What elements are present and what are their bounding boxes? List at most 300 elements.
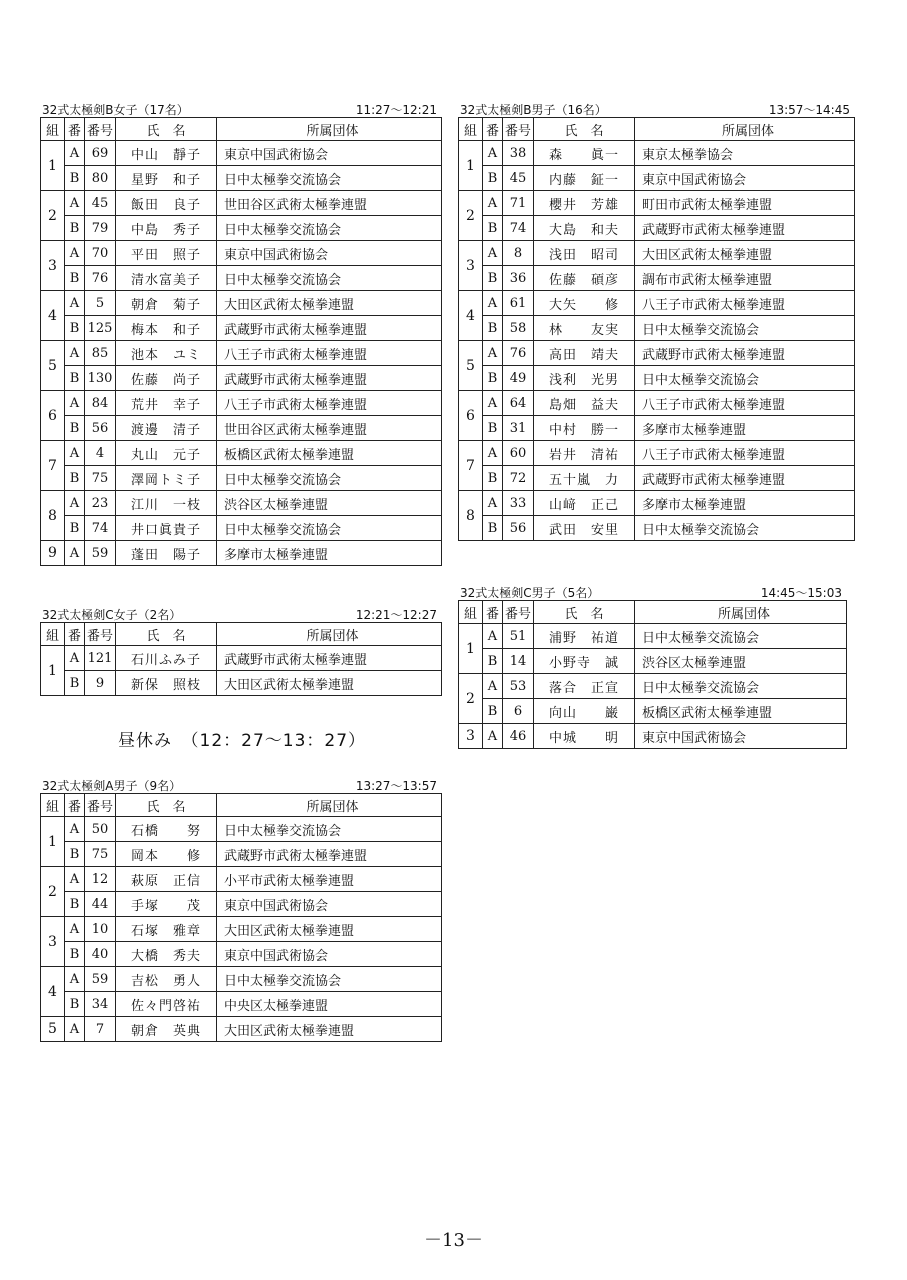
competitor-name: 小野寺 誠 <box>534 649 635 674</box>
table-row <box>41 316 442 341</box>
competitor-slot: B <box>483 216 503 241</box>
affiliation: 日中太極拳交流協会 <box>635 674 847 699</box>
table-row <box>41 241 442 266</box>
affiliation: 武蔵野市武術太極拳連盟 <box>217 842 442 867</box>
competitor-slot: A <box>65 441 85 466</box>
competitor-name: 萩原 正信 <box>116 867 217 892</box>
table-row <box>41 491 442 516</box>
table-row <box>41 166 442 191</box>
col-ban-header: 番 <box>483 601 503 624</box>
competitor-slot: A <box>483 291 503 316</box>
competitor-name: 石川ふみ子 <box>116 646 217 671</box>
competitor-slot: A <box>483 491 503 516</box>
bib-number: 10 <box>85 917 116 942</box>
competitor-slot: A <box>483 341 503 366</box>
col-name-header: 氏 名 <box>116 118 217 141</box>
competitor-slot: A <box>65 191 85 216</box>
col-number-header: 番号 <box>85 794 116 817</box>
table-row <box>41 141 442 166</box>
competitor-slot: A <box>483 141 503 166</box>
affiliation: 日中太極拳交流協会 <box>217 216 442 241</box>
bib-number: 76 <box>503 341 534 366</box>
competitor-slot: A <box>65 646 85 671</box>
table-row <box>41 541 442 566</box>
competitor-slot: B <box>483 266 503 291</box>
column-header-row <box>459 601 847 624</box>
bib-number: 53 <box>503 674 534 699</box>
table-row <box>459 366 855 391</box>
competitor-name: 朝倉 英典 <box>116 1017 217 1042</box>
competitor-slot: A <box>65 391 85 416</box>
competitor-name: 清水富美子 <box>116 266 217 291</box>
bib-number: 76 <box>85 266 116 291</box>
table-row <box>41 516 442 541</box>
table-row <box>41 366 442 391</box>
affiliation: 武蔵野市武術太極拳連盟 <box>217 366 442 391</box>
table-block-b-women <box>40 99 441 566</box>
competitor-slot: A <box>65 141 85 166</box>
column-header-row <box>41 118 442 141</box>
bib-number: 51 <box>503 624 534 649</box>
bib-number: 34 <box>85 992 116 1017</box>
col-org-header: 所属団体 <box>635 118 855 141</box>
table-time: 11:27〜12:21 <box>355 103 437 117</box>
bib-number: 7 <box>85 1017 116 1042</box>
bib-number: 12 <box>85 867 116 892</box>
table-time: 13:27〜13:57 <box>355 779 437 793</box>
competitor-slot: B <box>483 316 503 341</box>
col-name-header: 氏 名 <box>534 118 635 141</box>
bib-number: 75 <box>85 466 116 491</box>
bib-number: 36 <box>503 266 534 291</box>
table-time: 13:57〜14:45 <box>768 103 850 117</box>
competitor-name: 星野 和子 <box>116 166 217 191</box>
competitor-slot: B <box>483 699 503 724</box>
col-ban-header: 番 <box>65 118 85 141</box>
results-table <box>40 793 442 1042</box>
affiliation: 武蔵野市武術太極拳連盟 <box>635 341 855 366</box>
affiliation: 日中太極拳交流協会 <box>217 266 442 291</box>
results-table <box>40 622 442 696</box>
bib-number: 38 <box>503 141 534 166</box>
affiliation: 大田区武術太極拳連盟 <box>217 1017 442 1042</box>
affiliation: 町田市武術太極拳連盟 <box>635 191 855 216</box>
column-header-row <box>459 118 855 141</box>
competitor-name: 浦野 祐道 <box>534 624 635 649</box>
table-header <box>40 775 441 793</box>
bib-number: 46 <box>503 724 534 749</box>
table-row <box>459 416 855 441</box>
table-row <box>459 724 847 749</box>
group-number: 3 <box>41 917 65 967</box>
group-number: 2 <box>41 867 65 917</box>
table-row <box>41 1017 442 1042</box>
competitor-name: 池本 ユミ <box>116 341 217 366</box>
col-group-header: 組 <box>41 794 65 817</box>
table-row <box>459 441 855 466</box>
competitor-name: 岡本 修 <box>116 842 217 867</box>
col-org-header: 所属団体 <box>635 601 847 624</box>
bib-number: 72 <box>503 466 534 491</box>
group-number: 2 <box>459 674 483 724</box>
competitor-name: 大橋 秀夫 <box>116 942 217 967</box>
affiliation: 東京中国武術協会 <box>635 724 847 749</box>
group-number: 6 <box>459 391 483 441</box>
group-number: 7 <box>41 441 65 491</box>
competitor-name: 大矢 修 <box>534 291 635 316</box>
bib-number: 121 <box>85 646 116 671</box>
competitor-slot: B <box>483 516 503 541</box>
affiliation: 多摩市太極拳連盟 <box>217 541 442 566</box>
affiliation: 東京中国武術協会 <box>217 141 442 166</box>
competitor-name: 手塚 茂 <box>116 892 217 917</box>
competitor-slot: B <box>483 366 503 391</box>
table-row <box>459 466 855 491</box>
competitor-name: 石塚 雅章 <box>116 917 217 942</box>
competitor-name: 石橋 努 <box>116 817 217 842</box>
competitor-slot: A <box>483 674 503 699</box>
competitor-slot: B <box>483 166 503 191</box>
competitor-slot: B <box>65 266 85 291</box>
table-row <box>41 191 442 216</box>
table-row <box>41 942 442 967</box>
affiliation: 板橋区武術太極拳連盟 <box>217 441 442 466</box>
competitor-slot: B <box>65 671 85 696</box>
table-row <box>459 649 847 674</box>
affiliation: 渋谷区太極拳連盟 <box>635 649 847 674</box>
col-name-header: 氏 名 <box>534 601 635 624</box>
competitor-slot: B <box>65 942 85 967</box>
table-row <box>41 416 442 441</box>
column-header-row <box>41 623 442 646</box>
affiliation: 日中太極拳交流協会 <box>635 316 855 341</box>
bib-number: 60 <box>503 441 534 466</box>
competitor-slot: A <box>65 341 85 366</box>
bib-number: 70 <box>85 241 116 266</box>
col-group-header: 組 <box>459 601 483 624</box>
competitor-name: 平田 照子 <box>116 241 217 266</box>
bib-number: 61 <box>503 291 534 316</box>
bib-number: 58 <box>503 316 534 341</box>
affiliation: 日中太極拳交流協会 <box>635 516 855 541</box>
affiliation: 大田区武術太極拳連盟 <box>635 241 855 266</box>
competitor-name: 大島 和夫 <box>534 216 635 241</box>
competitor-name: 森 眞一 <box>534 141 635 166</box>
bib-number: 59 <box>85 967 116 992</box>
affiliation: 世田谷区武術太極拳連盟 <box>217 191 442 216</box>
group-number: 1 <box>41 817 65 867</box>
table-row <box>41 892 442 917</box>
competitor-slot: B <box>483 649 503 674</box>
competitor-name: 蓬田 陽子 <box>116 541 217 566</box>
table-title: 32式太極剣B女子（17名） <box>42 103 189 117</box>
bib-number: 8 <box>503 241 534 266</box>
table-title: 32式太極剣C男子（5名） <box>460 586 600 600</box>
table-row <box>41 817 442 842</box>
affiliation: 大田区武術太極拳連盟 <box>217 291 442 316</box>
group-number: 6 <box>41 391 65 441</box>
affiliation: 武蔵野市武術太極拳連盟 <box>217 646 442 671</box>
affiliation: 八王子市武術太極拳連盟 <box>635 391 855 416</box>
table-row <box>459 166 855 191</box>
col-group-header: 組 <box>41 623 65 646</box>
competitor-name: 朝倉 菊子 <box>116 291 217 316</box>
bib-number: 85 <box>85 341 116 366</box>
competitor-name: 佐藤 尚子 <box>116 366 217 391</box>
table-row <box>41 466 442 491</box>
competitor-name: 島畑 益夫 <box>534 391 635 416</box>
competitor-name: 岩井 清祐 <box>534 441 635 466</box>
competitor-name: 内藤 鉦一 <box>534 166 635 191</box>
table-row <box>459 266 855 291</box>
table-row <box>41 867 442 892</box>
competitor-slot: B <box>65 366 85 391</box>
bib-number: 84 <box>85 391 116 416</box>
competitor-slot: B <box>65 892 85 917</box>
affiliation: 武蔵野市武術太極拳連盟 <box>635 466 855 491</box>
competitor-name: 佐々門啓祐 <box>116 992 217 1017</box>
col-ban-header: 番 <box>65 794 85 817</box>
col-org-header: 所属団体 <box>217 623 442 646</box>
competitor-slot: A <box>65 967 85 992</box>
affiliation: 東京中国武術協会 <box>635 166 855 191</box>
affiliation: 日中太極拳交流協会 <box>217 967 442 992</box>
competitor-slot: B <box>65 166 85 191</box>
table-title: 32式太極剣A男子（9名） <box>42 779 182 793</box>
competitor-slot: B <box>483 416 503 441</box>
bib-number: 59 <box>85 541 116 566</box>
competitor-name: 林 友実 <box>534 316 635 341</box>
competitor-name: 高田 靖夫 <box>534 341 635 366</box>
group-number: 3 <box>459 241 483 291</box>
group-number: 2 <box>41 191 65 241</box>
competitor-name: 渡邊 清子 <box>116 416 217 441</box>
page-number: －13－ <box>424 1230 483 1251</box>
competitor-slot: A <box>483 724 503 749</box>
bib-number: 45 <box>503 166 534 191</box>
table-header <box>458 582 846 600</box>
bib-number: 50 <box>85 817 116 842</box>
table-block-b-men <box>458 99 854 541</box>
table-row <box>41 917 442 942</box>
bib-number: 69 <box>85 141 116 166</box>
competitor-slot: A <box>65 817 85 842</box>
affiliation: 八王子市武術太極拳連盟 <box>217 391 442 416</box>
table-row <box>459 216 855 241</box>
table-row <box>459 391 855 416</box>
affiliation: 日中太極拳交流協会 <box>635 366 855 391</box>
competitor-slot: B <box>483 466 503 491</box>
table-block-c-women <box>40 604 441 696</box>
bib-number: 45 <box>85 191 116 216</box>
bib-number: 64 <box>503 391 534 416</box>
column-header-row <box>41 794 442 817</box>
table-row <box>41 266 442 291</box>
competitor-name: 吉松 勇人 <box>116 967 217 992</box>
col-org-header: 所属団体 <box>217 118 442 141</box>
bib-number: 79 <box>85 216 116 241</box>
col-ban-header: 番 <box>483 118 503 141</box>
competitor-slot: A <box>483 441 503 466</box>
affiliation: 武蔵野市武術太極拳連盟 <box>217 316 442 341</box>
competitor-name: 櫻井 芳雄 <box>534 191 635 216</box>
competitor-name: 中山 靜子 <box>116 141 217 166</box>
competitor-name: 江川 一枝 <box>116 491 217 516</box>
affiliation: 調布市武術太極拳連盟 <box>635 266 855 291</box>
competitor-name: 佐藤 碩彦 <box>534 266 635 291</box>
competitor-slot: A <box>65 867 85 892</box>
affiliation: 大田区武術太極拳連盟 <box>217 917 442 942</box>
table-block-a-men <box>40 775 441 1042</box>
bib-number: 74 <box>85 516 116 541</box>
group-number: 1 <box>41 646 65 696</box>
table-row <box>41 391 442 416</box>
results-table <box>458 117 855 541</box>
affiliation: 東京中国武術協会 <box>217 892 442 917</box>
competitor-slot: A <box>65 241 85 266</box>
affiliation: 渋谷区太極拳連盟 <box>217 491 442 516</box>
table-time: 12:21〜12:27 <box>355 608 437 622</box>
table-row <box>459 341 855 366</box>
table-row <box>41 671 442 696</box>
competitor-name: 中村 勝一 <box>534 416 635 441</box>
affiliation: 多摩市太極拳連盟 <box>635 491 855 516</box>
bib-number: 5 <box>85 291 116 316</box>
competitor-slot: B <box>65 466 85 491</box>
competitor-name: 中島 秀子 <box>116 216 217 241</box>
group-number: 4 <box>41 291 65 341</box>
group-number: 9 <box>41 541 65 566</box>
table-row <box>459 291 855 316</box>
competitor-slot: A <box>65 541 85 566</box>
bib-number: 56 <box>85 416 116 441</box>
table-header <box>40 604 441 622</box>
table-row <box>41 441 442 466</box>
table-header <box>458 99 854 117</box>
col-name-header: 氏 名 <box>116 794 217 817</box>
table-row <box>459 191 855 216</box>
group-number: 4 <box>41 967 65 1017</box>
table-row <box>41 842 442 867</box>
affiliation: 日中太極拳交流協会 <box>217 466 442 491</box>
affiliation: 八王子市武術太極拳連盟 <box>217 341 442 366</box>
bib-number: 49 <box>503 366 534 391</box>
table-row <box>41 216 442 241</box>
bib-number: 44 <box>85 892 116 917</box>
bib-number: 31 <box>503 416 534 441</box>
affiliation: 東京太極拳協会 <box>635 141 855 166</box>
col-number-header: 番号 <box>503 601 534 624</box>
bib-number: 56 <box>503 516 534 541</box>
competitor-slot: A <box>483 624 503 649</box>
affiliation: 日中太極拳交流協会 <box>217 516 442 541</box>
group-number: 1 <box>459 624 483 674</box>
competitor-name: 浅利 光男 <box>534 366 635 391</box>
competitor-name: 浅田 昭司 <box>534 241 635 266</box>
competitor-name: 五十嵐 力 <box>534 466 635 491</box>
competitor-slot: B <box>65 416 85 441</box>
group-number: 1 <box>459 141 483 191</box>
competitor-name: 澤岡トミ子 <box>116 466 217 491</box>
lunch-break-note: 昼休み （12：27〜13：27） <box>118 731 367 751</box>
competitor-slot: B <box>65 842 85 867</box>
affiliation: 東京中国武術協会 <box>217 241 442 266</box>
competitor-name: 荒井 幸子 <box>116 391 217 416</box>
table-row <box>459 699 847 724</box>
competitor-slot: B <box>65 216 85 241</box>
competitor-slot: A <box>65 291 85 316</box>
competitor-name: 山﨑 正己 <box>534 491 635 516</box>
bib-number: 125 <box>85 316 116 341</box>
bib-number: 75 <box>85 842 116 867</box>
col-name-header: 氏 名 <box>116 623 217 646</box>
affiliation: 板橋区武術太極拳連盟 <box>635 699 847 724</box>
col-ban-header: 番 <box>65 623 85 646</box>
affiliation: 多摩市太極拳連盟 <box>635 416 855 441</box>
table-title: 32式太極剣C女子（2名） <box>42 608 182 622</box>
competitor-slot: A <box>65 491 85 516</box>
competitor-slot: A <box>483 391 503 416</box>
competitor-slot: B <box>65 516 85 541</box>
affiliation: 八王子市武術太極拳連盟 <box>635 441 855 466</box>
competitor-name: 武田 安里 <box>534 516 635 541</box>
results-table <box>458 600 847 749</box>
table-row <box>459 141 855 166</box>
competitor-name: 丸山 元子 <box>116 441 217 466</box>
competitor-name: 梅本 和子 <box>116 316 217 341</box>
table-row <box>459 241 855 266</box>
group-number: 5 <box>41 341 65 391</box>
table-header <box>40 99 441 117</box>
bib-number: 9 <box>85 671 116 696</box>
bib-number: 4 <box>85 441 116 466</box>
affiliation: 小平市武術太極拳連盟 <box>217 867 442 892</box>
group-number: 8 <box>459 491 483 541</box>
competitor-name: 向山 巌 <box>534 699 635 724</box>
col-number-header: 番号 <box>85 623 116 646</box>
bib-number: 74 <box>503 216 534 241</box>
bib-number: 71 <box>503 191 534 216</box>
competitor-slot: A <box>65 1017 85 1042</box>
affiliation: 八王子市武術太極拳連盟 <box>635 291 855 316</box>
group-number: 5 <box>41 1017 65 1042</box>
group-number: 7 <box>459 441 483 491</box>
bib-number: 40 <box>85 942 116 967</box>
bib-number: 130 <box>85 366 116 391</box>
bib-number: 6 <box>503 699 534 724</box>
table-block-c-men <box>458 582 846 749</box>
table-row <box>41 646 442 671</box>
table-row <box>41 291 442 316</box>
competitor-name: 井口眞貴子 <box>116 516 217 541</box>
affiliation: 日中太極拳交流協会 <box>635 624 847 649</box>
col-number-header: 番号 <box>85 118 116 141</box>
competitor-name: 飯田 良子 <box>116 191 217 216</box>
table-row <box>41 341 442 366</box>
group-number: 3 <box>41 241 65 291</box>
group-number: 5 <box>459 341 483 391</box>
affiliation: 東京中国武術協会 <box>217 942 442 967</box>
table-row <box>459 516 855 541</box>
competitor-name: 中城 明 <box>534 724 635 749</box>
table-row <box>459 674 847 699</box>
affiliation: 日中太極拳交流協会 <box>217 166 442 191</box>
table-time: 14:45〜15:03 <box>760 586 842 600</box>
competitor-slot: A <box>65 917 85 942</box>
col-group-header: 組 <box>41 118 65 141</box>
bib-number: 23 <box>85 491 116 516</box>
table-row <box>41 967 442 992</box>
